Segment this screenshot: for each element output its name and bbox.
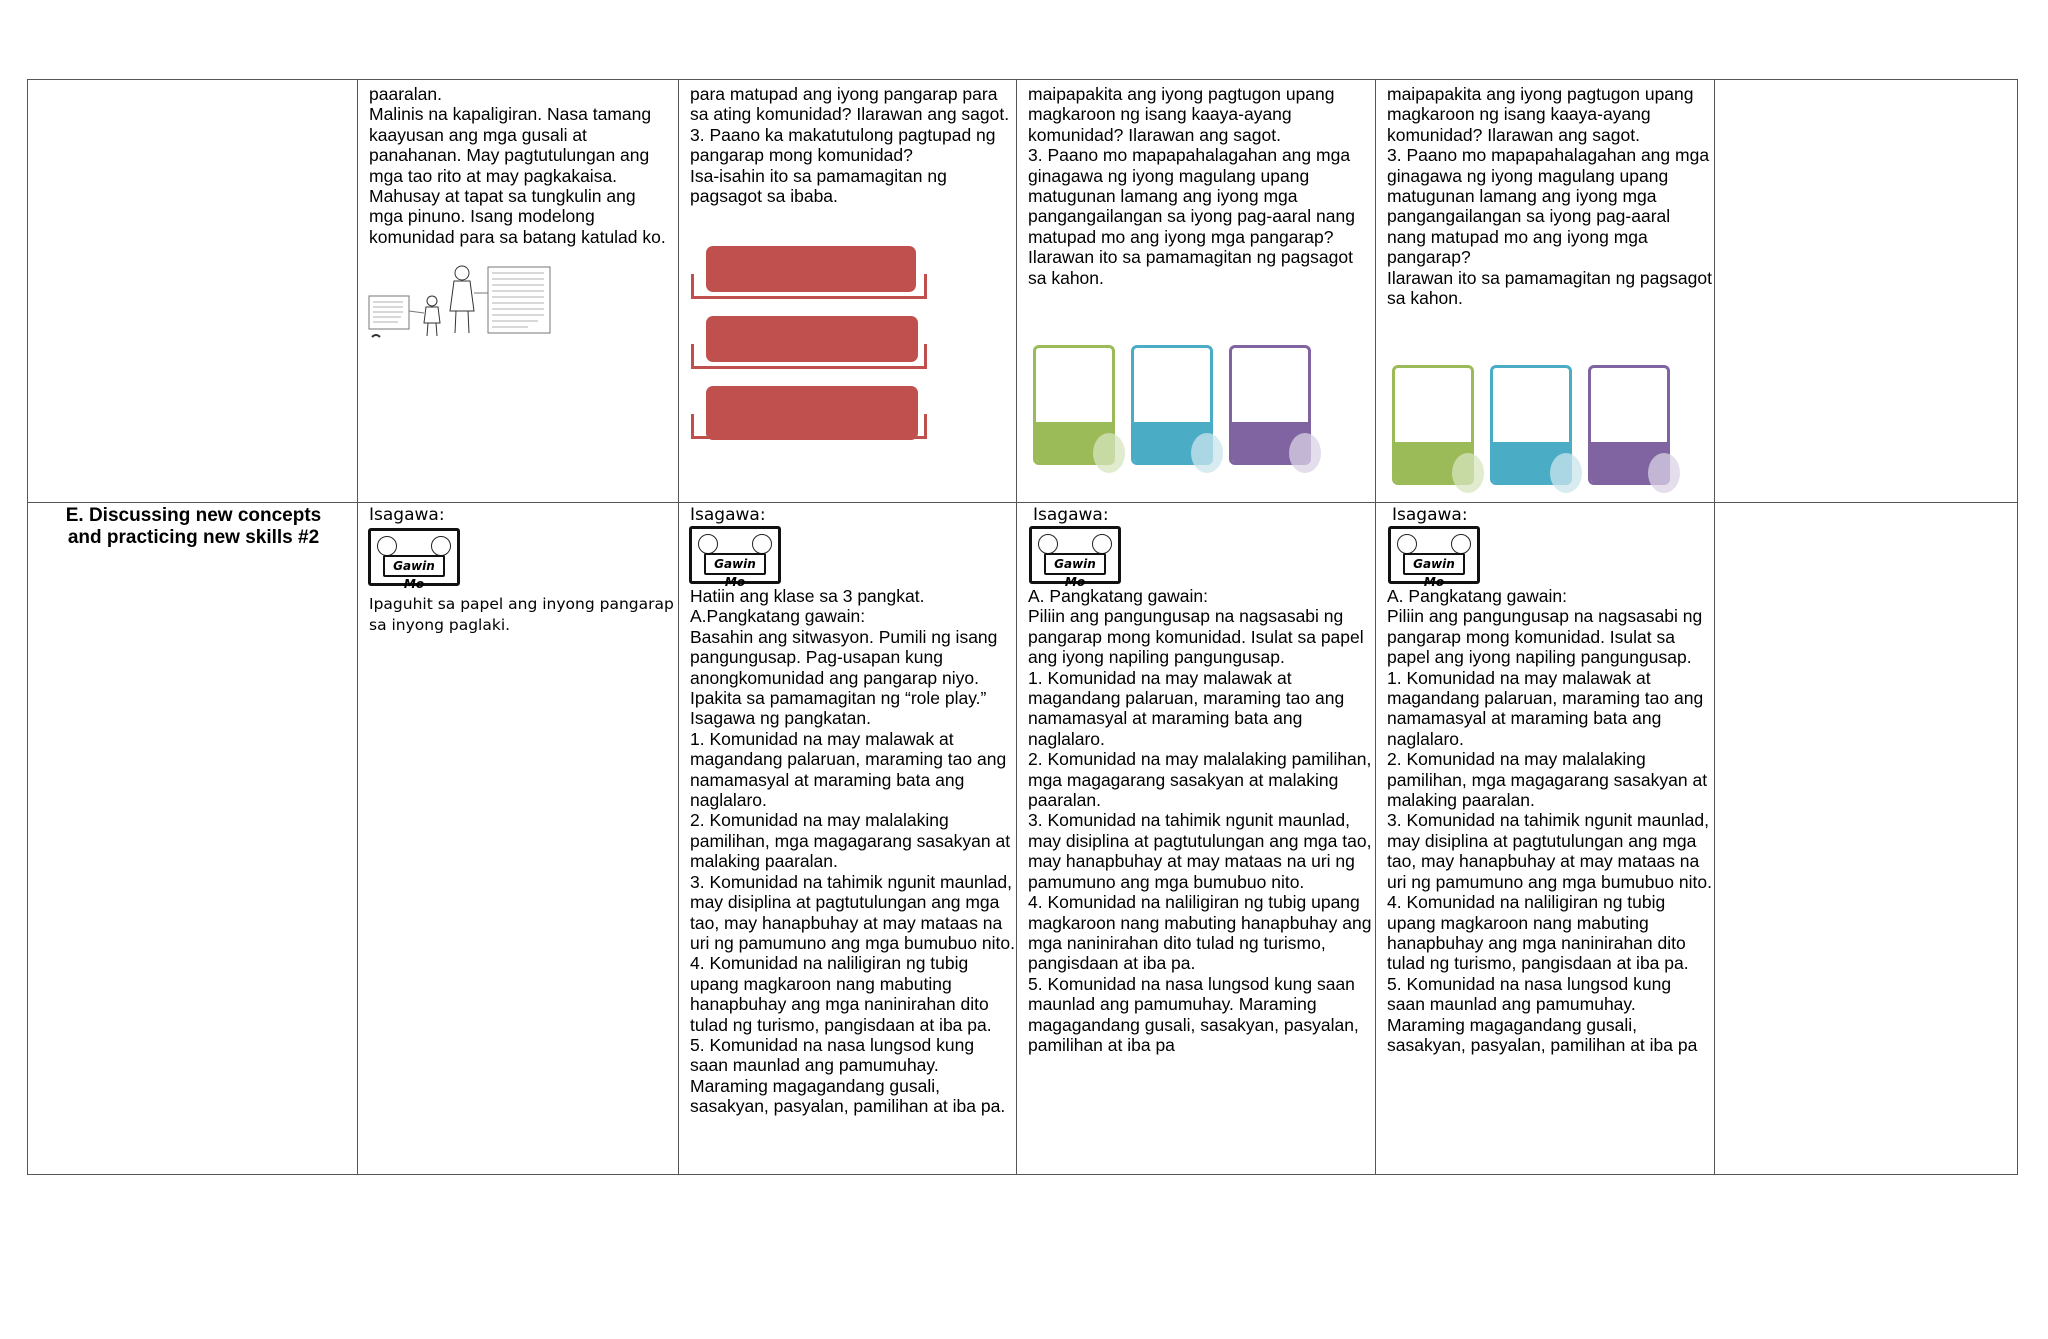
bubble [1648, 453, 1680, 493]
gawin-mo-label: Gawin Mo [704, 553, 766, 575]
gawin-mo-label: Gawin Mo [383, 555, 445, 577]
answer-bar-1[interactable] [706, 246, 916, 292]
answer-boxes-col3 [1033, 345, 1333, 485]
gawin-mo-label: Gawin Mo [1403, 553, 1465, 575]
row2-col3-text: A. Pangkatang gawain: Piliin ang pangungusap na nagsasabi ng pangarap mong komunidad. Isulat sa papel ang iyong napiling pangungusap. 1. Komunidad na may malawak at magandang palaruan, maraming tao ang namamasyal at maraming bata ang naglalaro. 2. Komunidad na may malalaking pamilihan, mga magagarang sasakyan at malaking paaralan. 3. Komunidad na tahimik ngunit maunlad, may disiplina at pagtutulungan ang mga tao, may hanapbuhay at may mataas na uri ng pamumuno ang mga bumubuo nito. 4. Komunidad na naliligiran ng tubig upang magkaroon nang mabuting hanapbuhay ang mga naninirahan dito tulad ng turismo, pangisdaan at iba pa. 5. Komunidad na nasa lungsod kung saan maunlad ang pamumuhay. Maraming magagandang gusali, sasakyan, pasyalan, pamilihan at iba pa [1028, 586, 1372, 1055]
answer-boxes-col4 [1392, 365, 1692, 505]
children-dream-illustration [368, 263, 553, 339]
answer-bar-3[interactable] [706, 386, 918, 440]
isagawa-heading: Isagawa: [690, 505, 766, 525]
column-divider [1016, 80, 1017, 1174]
gawin-mo-icon [368, 528, 460, 591]
bubble [1093, 433, 1125, 473]
gawin-mo-icon [1029, 526, 1121, 589]
isagawa-heading: Isagawa: [1392, 505, 1468, 525]
child-icon [431, 536, 451, 556]
answer-bars-diagram [689, 246, 949, 456]
child-icon [752, 534, 772, 554]
isagawa-heading: Isagawa: [369, 505, 445, 525]
lesson-table [27, 79, 2018, 1175]
column-divider [357, 80, 358, 1174]
child-icon [1397, 534, 1417, 554]
row-divider [28, 502, 2017, 503]
row2-col1-text: Ipaguhit sa papel ang inyong pangarap sa inyong paglaki. [369, 595, 674, 634]
row1-col3-text: maipapakita ang iyong pagtugon upang magkaroon ng isang kaaya-ayang komunidad? Ilarawan ang sagot. 3. Paano mo mapapahalagahan ang mga ginagawa ng iyong magulang upang matugunan lamang ang iyong mga pangangailangan sa iyong pag-aaral nang matupad mo ang iyong mga pangarap? Ilarawan ito sa pamamagitan ng pagsagot sa kahon. [1028, 84, 1355, 288]
bubble [1289, 433, 1321, 473]
isagawa-heading: Isagawa: [1033, 505, 1109, 525]
child-icon [1038, 534, 1058, 554]
row1-col2-text: para matupad ang iyong pangarap para sa ating komunidad? Ilarawan ang sagot. 3. Paano ka makatutulong pagtupad ng pangarap mong komunidad? Isa-isahin ito sa pamamagitan ng pagsagot sa ibaba. [690, 84, 1010, 207]
child-icon [1092, 534, 1112, 554]
child-icon [698, 534, 718, 554]
child-icon [1451, 534, 1471, 554]
column-divider [1714, 80, 1715, 1174]
column-divider [1375, 80, 1376, 1174]
gawin-mo-icon [689, 526, 781, 589]
answer-bar-2[interactable] [706, 316, 918, 362]
bubble [1550, 453, 1582, 493]
row1-col1-text: paaralan. Malinis na kapaligiran. Nasa tamang kaayusan ang mga gusali at panahanan. May pagtutulungan ang mga tao rito at may pagkakaisa. Mahusay at tapat sa tungkulin ang mga pinuno. Isang modelong komunidad para sa batang katulad ko. [369, 84, 666, 247]
bubble [1452, 453, 1484, 493]
row2-label: E. Discussing new concepts and practicing new skills #2 [65, 505, 322, 548]
bubble [1191, 433, 1223, 473]
child-icon [377, 536, 397, 556]
column-divider [678, 80, 679, 1174]
row2-col4-text: A. Pangkatang gawain: Piliin ang pangungusap na nagsasabi ng pangarap mong komunidad. Isulat sa papel ang iyong napiling pangungusap. 1. Komunidad na may malawak at magandang palaruan, maraming tao ang namamasyal at maraming bata ang naglalaro. 2. Komunidad na may malalaking pamilihan, mga magagarang sasakyan at malaking paaralan. 3. Komunidad na tahimik ngunit maunlad, may disiplina at pagtutulungan ang mga tao, may hanapbuhay at may mataas na uri ng pamumuno ang mga bumubuo nito. 4. Komunidad na naliligiran ng tubig upang magkaroon nang mabuting hanapbuhay ang mga naninirahan dito tulad ng turismo, pangisdaan at iba pa. 5. Komunidad na nasa lungsod kung saan maunlad ang pamumuhay. Maraming magagandang gusali, sasakyan, pasyalan, pamilihan at iba pa [1387, 586, 1712, 1055]
row2-col2-text: Hatiin ang klase sa 3 pangkat. A.Pangkatang gawain: Basahin ang sitwasyon. Pumili ng isang pangungusap. Pag-usapan kung anongkomunidad ang pangarap niyo. Ipakita sa pamamagitan ng “role play.” Isagawa ng pangkatan. 1. Komunidad na may malawak at magandang palaruan, maraming tao ang namamasyal at maraming bata ang naglalaro. 2. Komunidad na may malalaking pamilihan, mga magagarang sasakyan at malaking paaralan. 3. Komunidad na tahimik ngunit maunlad, may disiplina at pagtutulungan ang mga tao, may hanapbuhay at may mataas na uri ng pamumuno ang mga bumubuo nito. 4. Komunidad na naliligiran ng tubig upang magkaroon nang mabuting hanapbuhay ang mga naninirahan dito tulad ng turismo, pangisdaan at iba pa. 5. Komunidad na nasa lungsod kung saan maunlad ang pamumuhay. Maraming magagandang gusali, sasakyan, pasyalan, pamilihan at iba pa. [690, 586, 1015, 1117]
gawin-mo-icon [1388, 526, 1480, 589]
row1-col4-text: maipapakita ang iyong pagtugon upang magkaroon ng isang kaaya-ayang komunidad? Ilarawan ang sagot. 3. Paano mo mapapahalagahan ang mga ginagawa ng iyong magulang upang matugunan lamang ang iyong mga pangangailangan sa iyong pag-aaral nang matupad mo ang iyong mga pangarap? Ilarawan ito sa pamamagitan ng pagsagot sa kahon. [1387, 84, 1712, 309]
gawin-mo-label: Gawin Mo [1044, 553, 1106, 575]
